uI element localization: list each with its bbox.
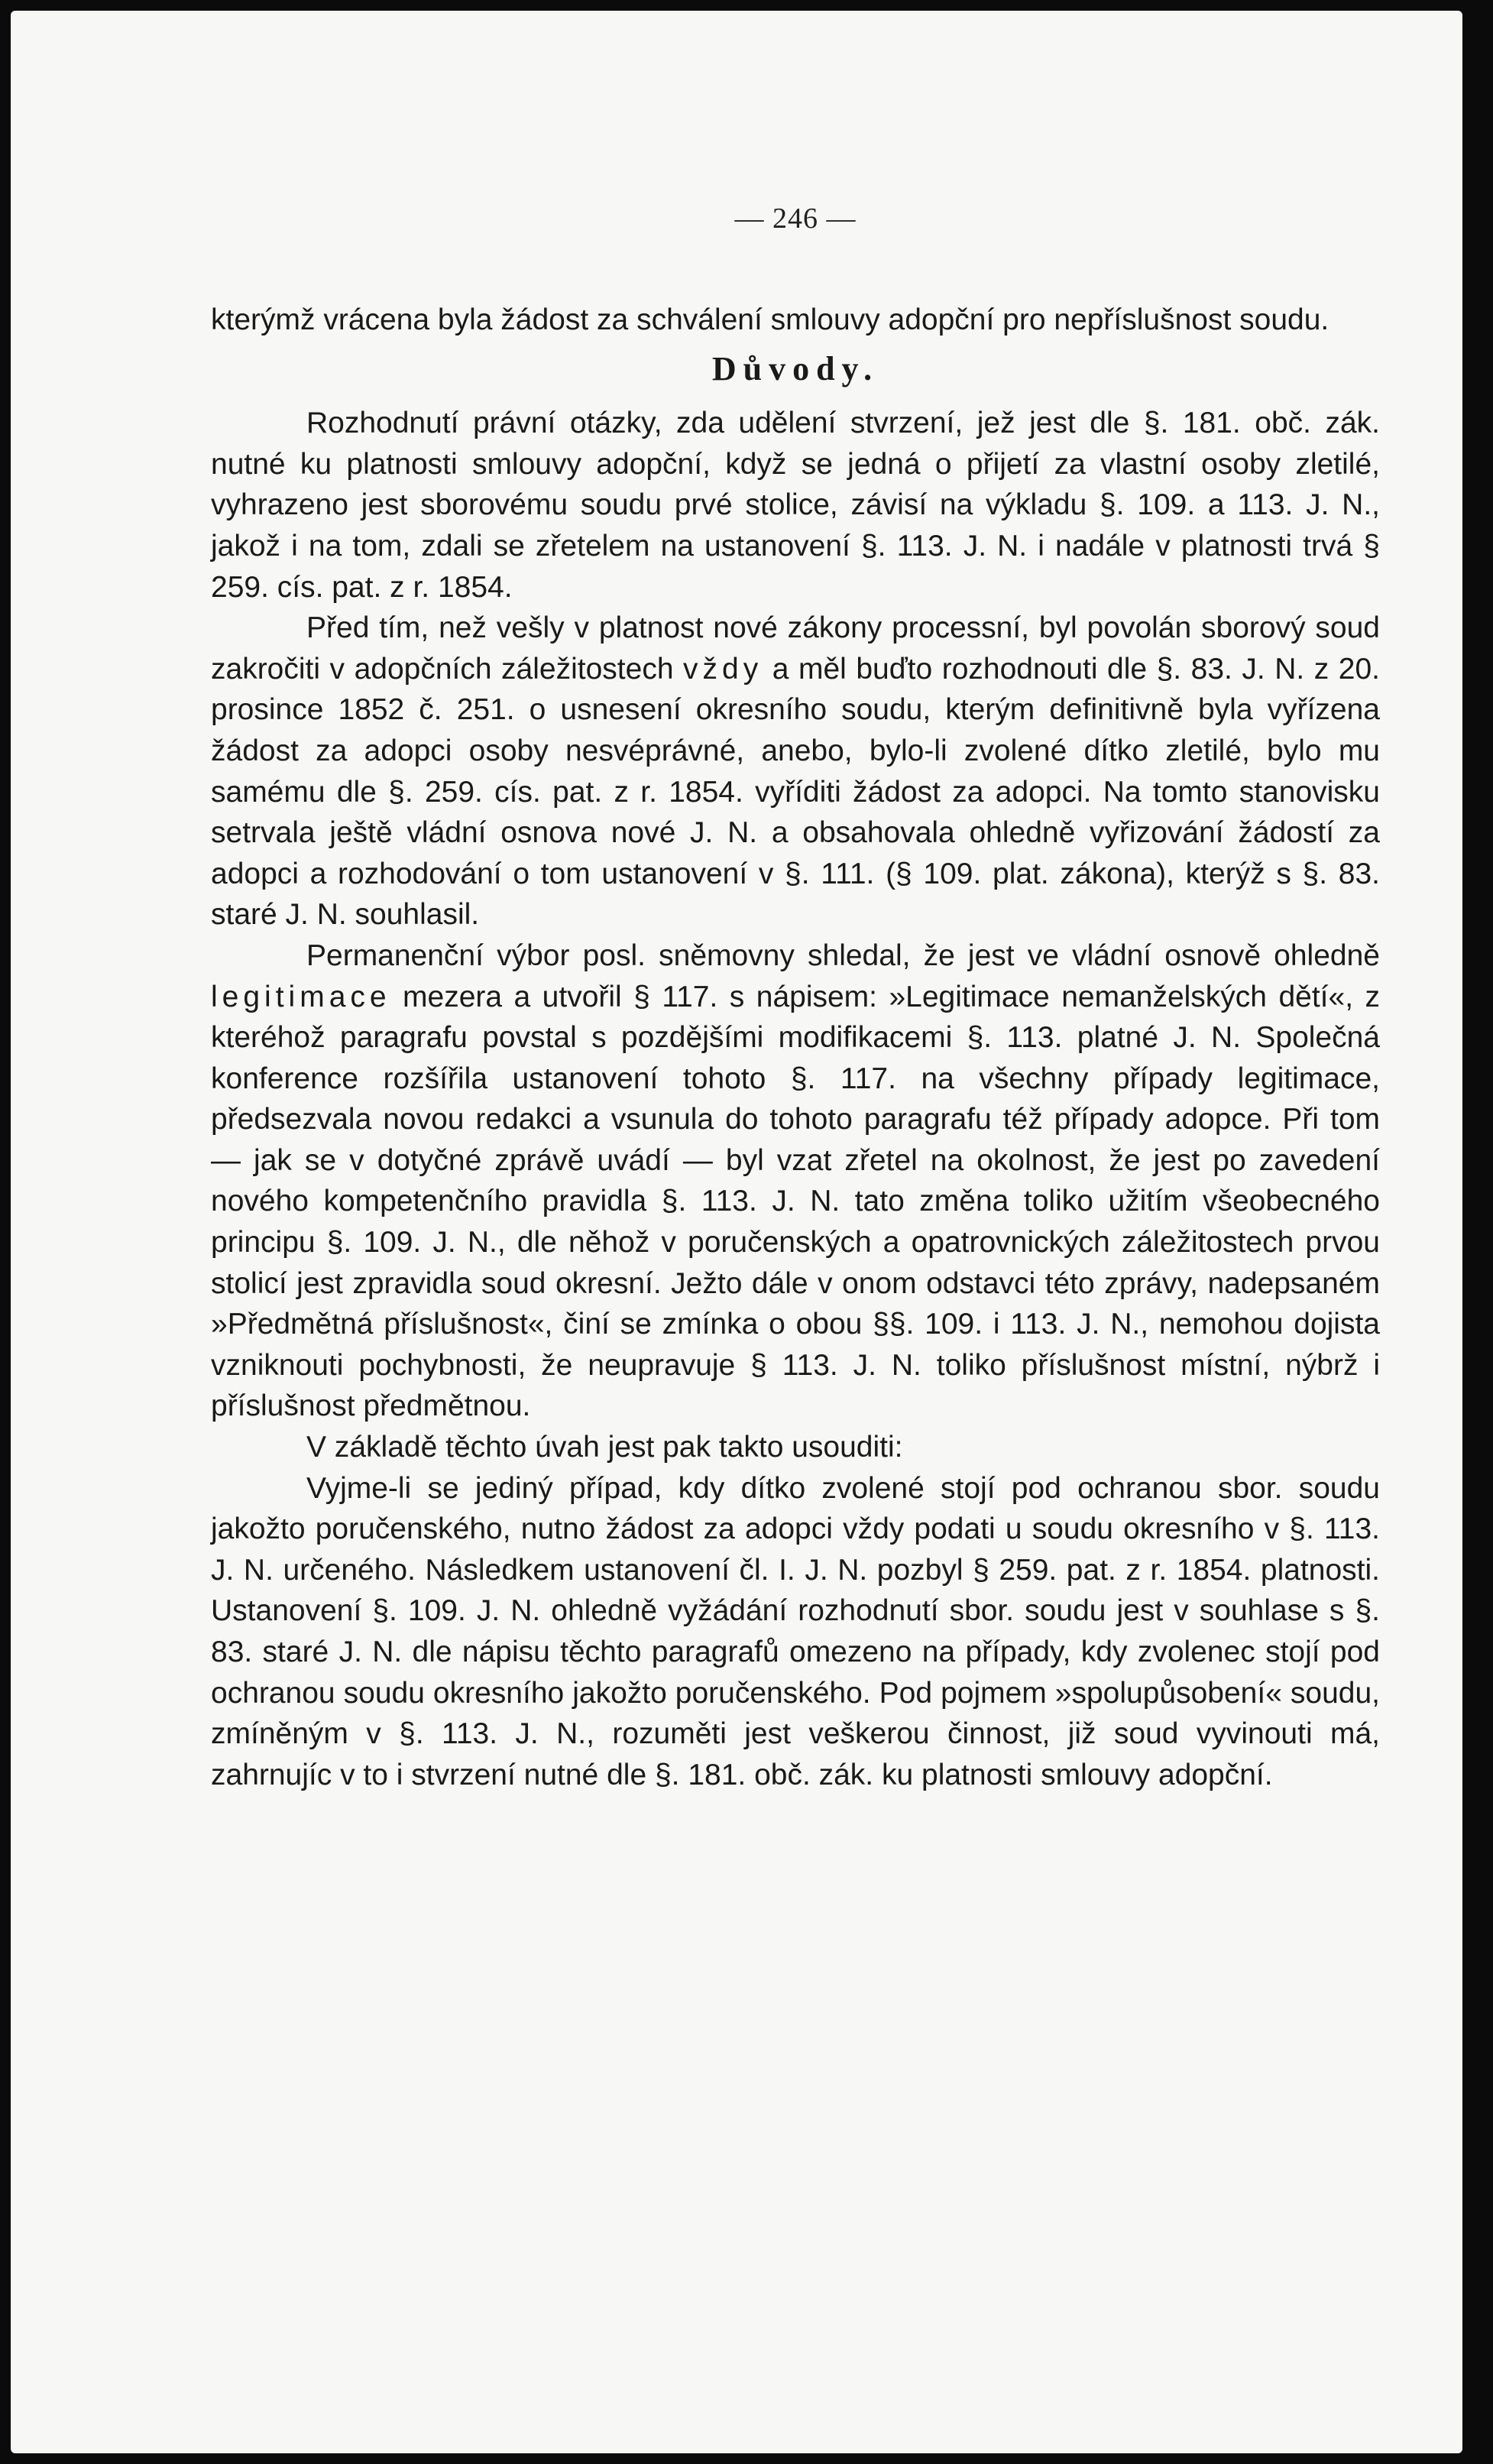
- body-text: [211, 300, 1380, 1795]
- paragraph-continuation: kterýmž vrácena byla žádost za schválení smlouvy adopční pro nepříslušnost soudu.: [211, 303, 1329, 336]
- emphasized-word: legitimace: [211, 980, 391, 1013]
- paragraph: [211, 608, 1380, 935]
- page-number: — 246 —: [734, 203, 857, 235]
- paragraph: [211, 935, 1380, 1427]
- paragraph: Vyjme-li se jediný případ, kdy dítko zvolené stojí pod ochranou sbor. soudu jakožto poručenského, nutno žádost za adopci vždy podati u soudu okresního v §. 113. J. N. určeného. Následkem ustanovení čl. I. J. N. pozbyl § 259. pat. z r. 1854. platnosti. Ustanovení §. 109. J. N. ohledně vyžádání rozhodnutí sbor. soudu jest v souhlase s §. 83. staré J. N. dle nápisu těchto paragrafů omezeno na případy, kdy zvolenec stojí pod ochranou soudu okresního jakožto poručenského. Pod pojmem »spolupůsobení« soudu, zmíněným v §. 113. J. N., rozuměti jest veškerou činnost, již soud vyvinouti má, zahrnujíc v to i stvrzení nutné dle §. 181. obč. zák. ku platnosti smlouvy adopční.: [211, 1471, 1380, 1791]
- paragraph-text: Před tím, než vešly v platnost nové zákony processní, byl povolán sborový soud zakročiti v adopčních záležitostech: [211, 611, 1380, 686]
- paragraph-text: mezera a utvořil § 117. s nápisem: »Legitimace nemanželských dětí«, z kteréhož paragrafu povstal s pozdějšími modifikacemi §. 113. platné J. N. Společná konference rozšířila ustanovení tohoto §. 117. na všechny případy legitimace, předsezvala novou redakci a vsunula do tohoto paragrafu též případy adopce. Při tom — jak se v dotyčné zprávě uvádí — byl vzat zřetel na okolnost, že jest po zavedení nového kompetenčního pravidla §. 113. J. N. tato změna toliko užitím všeobecného principu §. 109. J. N., dle něhož v poručenských a opatrovnických záležitostech prvou stolicí jest zpravidla soud okresní. Ježto dále v onom odstavci této zprávy, nadepsaném »Předmětná příslušnost«, činí se zmínka o obou §§. 109. i 113. J. N., nemohou dojista vzniknouti pochybnosti, že neupravuje § 113. J. N. toliko příslušnost místní, nýbrž i příslušnost předmětnou.: [211, 980, 1380, 1423]
- document-page: [11, 11, 1462, 2453]
- section-heading: Důvody.: [711, 349, 879, 387]
- paragraph-text: Permanenční výbor posl. sněmovny shledal, že jest ve vládní osnově ohledně: [306, 939, 1380, 972]
- paragraph: V základě těchto úvah jest pak takto usouditi:: [306, 1431, 903, 1464]
- paragraph: Rozhodnutí právní otázky, zda udělení stvrzení, jež jest dle §. 181. obč. zák. nutné ku platnosti smlouvy adopční, když se jedná o přijetí za vlastní osoby zletilé, vyhrazeno jest sborovému soudu prvé stolice, závisí na výkladu §. 109. a 113. J. N., jakož i na tom, zdali se zřetelem na ustanovení §. 113. J. N. i nadále v platnosti trvá § 259. cís. pat. z r. 1854.: [211, 407, 1380, 604]
- paragraph-text: a měl buďto rozhodnouti dle §. 83. J. N. z 20. prosince 1852 č. 251. o usnesení okresního soudu, kterým definitivně byla vyřízena žádost za adopci osoby nesvéprávné, anebo, bylo-li zvolené dítko zletilé, bylo mu samému dle §. 259. cís. pat. z r. 1854. vyříditi žádost za adopci. Na tomto stanovisku setrvala ještě vládní osnova nové J. N. a obsahovala ohledně vyřizování žádostí za adopci a rozhodování o tom ustanovení v §. 111. (§ 109. plat. zákona), kterýž s §. 83. staré J. N. souhlasil.: [211, 652, 1380, 932]
- emphasized-word: vždy: [683, 652, 763, 686]
